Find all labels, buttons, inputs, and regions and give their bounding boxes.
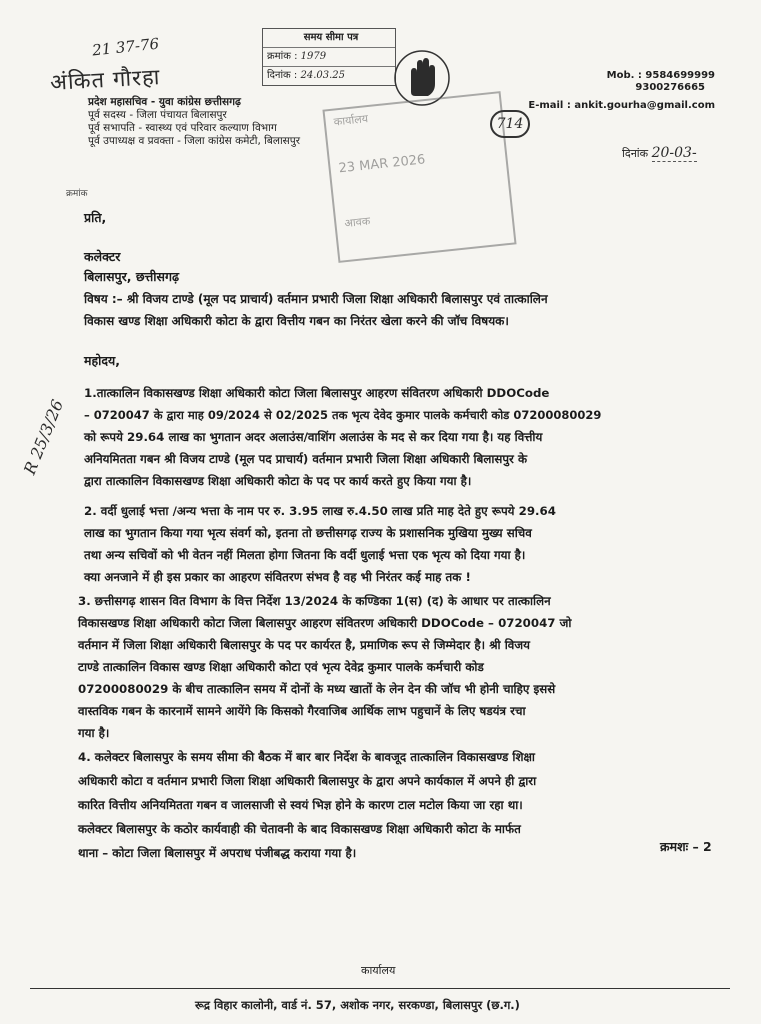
prati: प्रति, [84, 210, 107, 225]
para2-line-1: 2. वर्दी धुलाई भत्ता /अन्य भत्ता के नाम पर रु. 3.95 लाख रु.4.50 लाख प्रति माह देते हुए रूपये 29.64 [84, 504, 556, 518]
para3-line-2: विकासखण्ड शिक्षा अधिकारी कोटा जिला बिलासपुर आहरण संवितरण अधिकारी DDOCode – 0720047 जो [78, 616, 572, 630]
para2-line-2: लाख का भुगतान किया गया भृत्य संवर्ग को, इतना तो छत्तीसगढ़ राज्य के प्रशासनिक मुखिया मुख्य सचिव [84, 526, 532, 540]
letter-date [622, 145, 697, 161]
para4-line-2: अधिकारी कोटा व वर्तमान प्रभारी जिला शिक्षा अधिकारी बिलासपुर के द्वारा अपने कार्यकाल में अपने ही द्वारा [78, 774, 537, 788]
para4-line-1: 4. कलेक्टर बिलासपुर के समय सीमा की बैठक में बार बार निर्देश के बावजूद तात्कालिन विकासखण्ड शिक्षा [78, 750, 535, 764]
para4-line-5: थाना – कोटा जिला बिलासपुर में अपराध पंजीबद्ध कराया गया है। [78, 846, 357, 860]
para4-line-3: कारित वित्तीय अनियमितता गबन व जालसाजी से स्वयं भिज्ञ होने के कारण टाल मटोल किया जा रहा था। [78, 798, 523, 812]
margin-signature-note: R 25/3/26 [20, 396, 68, 478]
salutation: महोदय, [84, 353, 120, 368]
footer-divider [30, 988, 730, 989]
subject-line-2: विकास खण्ड शिक्षा अधिकारी कोटा के द्वारा वित्तीय गबन का निरंतर खेला करने की जॉच विषयक। [84, 314, 509, 328]
para3-line-6: वास्तविक गबन के कारनामें सामने आयेंगे कि किसको गैरवाजिब आर्थिक लाभ पहुचानें के लिए षडयंत्र रचा [78, 704, 526, 718]
footer-label: कार्यालय [355, 963, 401, 978]
krmank-label: क्रमांक [66, 189, 88, 199]
para4-line-4: कलेक्टर बिलासपुर के कठोर कार्यवाही की चेतावनी के बाद विकासखण्ड शिक्षा अधिकारी कोटा के मार्फत [78, 822, 521, 836]
stamp-kramank-row: क्रमांक : 1979 [263, 47, 395, 66]
time-limit-stamp [262, 28, 396, 86]
para1-line-3: को रूपये 29.64 लाख का भुगतान अदर अलाउंस/वाशिंग अलाउंस के मद से कर दिया गया है। यह वित्तीय [84, 430, 543, 444]
contact-block [505, 70, 715, 112]
email-address: E-mail : ankit.gourha@gmail.com [528, 100, 715, 111]
para1-line-5: द्वारा तात्कालिन विकासखण्ड शिक्षा अधिकारी कोटा के पद पर कार्य करते हुए किया गया है। [84, 474, 472, 488]
title-line-4: पूर्व उपाध्यक्ष व प्रवक्ता - जिला कांग्रेस कमेटी, बिलासपुर [88, 135, 301, 147]
para2-line-4: क्या अनजाने में ही इस प्रकार का आहरण संवितरण संभव है वह भी निरंतर कई माह तक ! [84, 570, 471, 584]
para3-line-4: टाण्डे तात्कालिन विकास खण्ड शिक्षा अधिकारी कोटा एवं भृत्य देवेद्र कुमार पालके कर्मचारी कोड [78, 660, 484, 674]
para1-line-2: – 0720047 के द्वारा माह 09/2024 से 02/2025 तक भृत्य देवेद कुमार पालके कर्मचारी कोड 07200080029 [84, 408, 602, 422]
handwritten-reference: 21 37-76 [91, 34, 160, 60]
stamp-dinank-value: 24.03.25 [300, 70, 345, 81]
para3-line-1: 3. छत्तीसगढ़ शासन वित विभाग के वित्त निर्देश 13/2024 के कण्डिका 1(स) (द) के आधार पर तात्कालिन [78, 594, 551, 608]
para3-line-7: गया है। [78, 726, 110, 740]
received-stamp-line3: आवक [343, 214, 371, 231]
para2-line-3: तथा अन्य सचिवों को भी वेतन नहीं मिलता होगा जितना कि वर्दी धुलाई भत्ता एक भृत्य को दिया गया है। [84, 548, 526, 562]
mobile-number: Mob. : 9584699999 [606, 70, 715, 81]
para3-line-3: वर्तमान में जिला शिक्षा अधिकारी बिलासपुर के पद पर कार्यरत है, प्रमाणिक रूप से जिम्मेदार है। श्री विजय [78, 638, 530, 652]
para1-line-1: 1.तात्कालिन विकासखण्ड शिक्षा अधिकारी कोटा जिला बिलासपुर आहरण संवितरण अधिकारी DDOCode [84, 386, 550, 400]
sender-name [50, 64, 160, 94]
stamp-kramank-value: 1979 [300, 51, 327, 62]
stamp-kramank-label: क्रमांक [267, 51, 291, 62]
received-stamp [322, 91, 516, 263]
received-number-circle: 714 [490, 110, 530, 138]
mobile-number-2: 9300276665 [635, 82, 705, 93]
continued-marker: क्रमशः – 2 [660, 839, 712, 854]
addressee-line-1: कलेक्टर [84, 249, 121, 264]
stamp-dinank-row: दिनांक : 24.03.25 [263, 66, 395, 85]
date-value: 20-03- [651, 145, 697, 161]
para3-line-5: 07200080029 के बीच तात्कालिन समय में दोनों के मध्य खातों के लेन देन की जॉच भी होनी चाहिए इससे [78, 682, 556, 696]
footer-address: रूद्र विहार कालोनी, वार्ड नं. 57, अशोक नगर, सरकण्डा, बिलासपुर (छ.ग.) [195, 998, 520, 1012]
title-line-2: पूर्व सदस्य - जिला पंचायत बिलासपुर [88, 109, 227, 121]
title-line-1: प्रदेश महासचिव - युवा कांग्रेस छत्तीसगढ़ [88, 96, 241, 108]
date-label: दिनांक [622, 147, 649, 160]
sender-titles [88, 96, 300, 148]
para1-line-4: अनियमितता गबन श्री विजय टाण्डे (मूल पद प्राचार्य) वर्तमान प्रभारी जिला शिक्षा अधिकारी बिलासपुर के [84, 452, 528, 466]
received-stamp-line1: कार्यालय [333, 112, 369, 129]
stamp-dinank-label: दिनांक [267, 70, 291, 81]
received-stamp-date: 23 MAR 2026 [337, 152, 427, 177]
sender-name-text: अंकित गौरहा [49, 65, 162, 96]
addressee-line-2: बिलासपुर, छत्तीसगढ़ [84, 269, 180, 284]
title-line-3: पूर्व सभापति - स्वास्थ्य एवं परिवार कल्याण विभाग [88, 122, 277, 134]
stamp-title: समय सीमा पत्र [303, 32, 359, 43]
subject-line-1: विषय :– श्री विजय टाण्डे (मूल पद प्राचार्य) वर्तमान प्रभारी जिला शिक्षा अधिकारी बिलासपुर एवं तात्कालिन [84, 292, 548, 306]
